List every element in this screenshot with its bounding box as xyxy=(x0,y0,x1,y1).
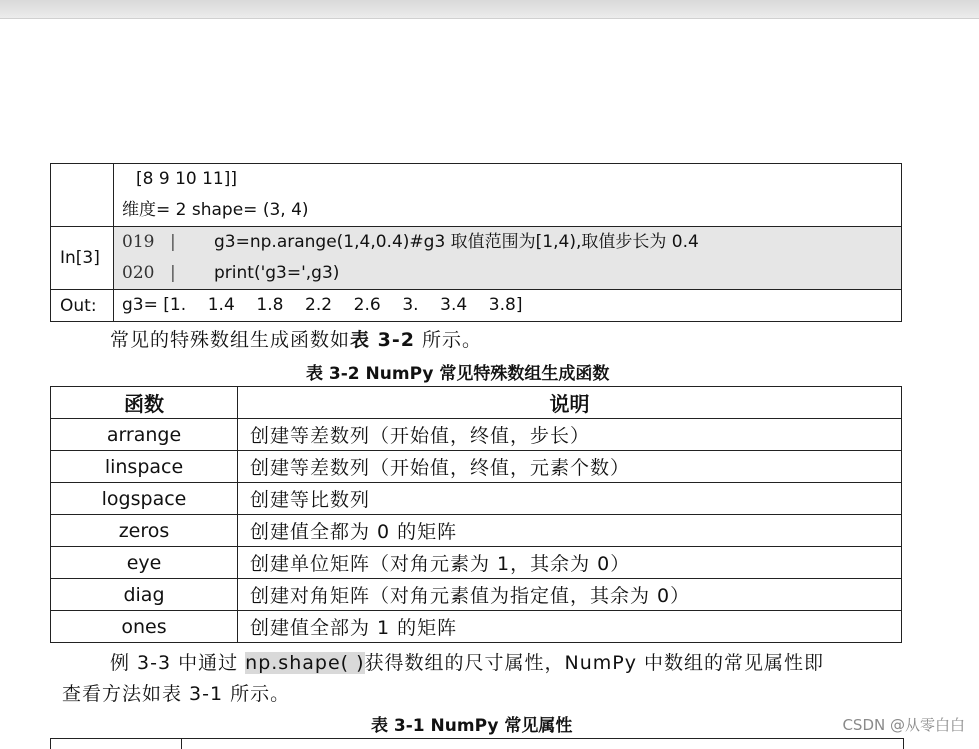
code-line: 019 | g3=np.arange(1,4,0.4)#g3 取值范围为[1,4),取值步长为 0.4 xyxy=(122,227,893,258)
highlighted-code: np.shape( ) xyxy=(245,652,365,674)
table-row: arrange 创建等差数列（开始值，终值，步长） xyxy=(51,419,902,451)
code-block-table xyxy=(50,163,902,322)
table-row: linspace 创建等差数列（开始值，终值，元素个数） xyxy=(51,451,902,483)
code-text: print('g3=',g3) xyxy=(214,263,340,283)
line-number: 020 xyxy=(122,263,155,283)
paragraph-example-line2: 查看方法如表 3-1 所示。 xyxy=(62,683,291,705)
table2-caption: 表 3-1 NumPy 常见属性 xyxy=(371,716,573,736)
table-row: eye 创建单位矩阵（对角元素为 1，其余为 0） xyxy=(51,547,902,579)
code-output-line: [8 9 10 11]] xyxy=(136,169,238,189)
code-row-output xyxy=(51,290,902,322)
code-line: 020 | print('g3=',g3) xyxy=(122,258,893,289)
code-row-label xyxy=(51,164,114,227)
code-text: g3=np.arange(1,4,0.4)#g3 取值范围为[1,4),取值步长为 0.4 xyxy=(214,232,699,252)
code-row-input xyxy=(51,227,902,290)
paragraph-example-line1: 例 3-3 中通过 np.shape( )获得数组的尺寸属性，NumPy 中数组的常见属性即 xyxy=(110,652,825,674)
code-row-continuation xyxy=(51,164,902,227)
paragraph-intro: 常见的特殊数组生成函数如表 3-2 所示。 xyxy=(110,329,483,351)
table-caption: 表 3-2 NumPy 常见特殊数组生成函数 xyxy=(306,364,610,384)
table-row: zeros 创建值全都为 0 的矩阵 xyxy=(51,515,902,547)
table-row: logspace 创建等比数列 xyxy=(51,483,902,515)
code-output-line: 维度= 2 shape= (3, 4) xyxy=(122,200,309,220)
watermark: CSDN @从零白白 xyxy=(842,716,965,734)
function-table xyxy=(50,386,902,643)
code-row-label: Out: xyxy=(51,290,114,322)
table-row: diag 创建对角矩阵（对角元素值为指定值，其余为 0） xyxy=(51,579,902,611)
code-row-label: In[3] xyxy=(51,227,114,290)
header-description: 说明 xyxy=(238,387,902,419)
header-function: 函数 xyxy=(51,387,238,419)
table-row: ones 创建值全部为 1 的矩阵 xyxy=(51,611,902,643)
line-number: 019 xyxy=(122,232,155,252)
table-header-row xyxy=(51,387,902,419)
code-output-line: g3= [1. 1.4 1.8 2.2 2.6 3. 3.4 3.8] xyxy=(122,295,523,315)
viewer-top-bar xyxy=(0,0,979,19)
